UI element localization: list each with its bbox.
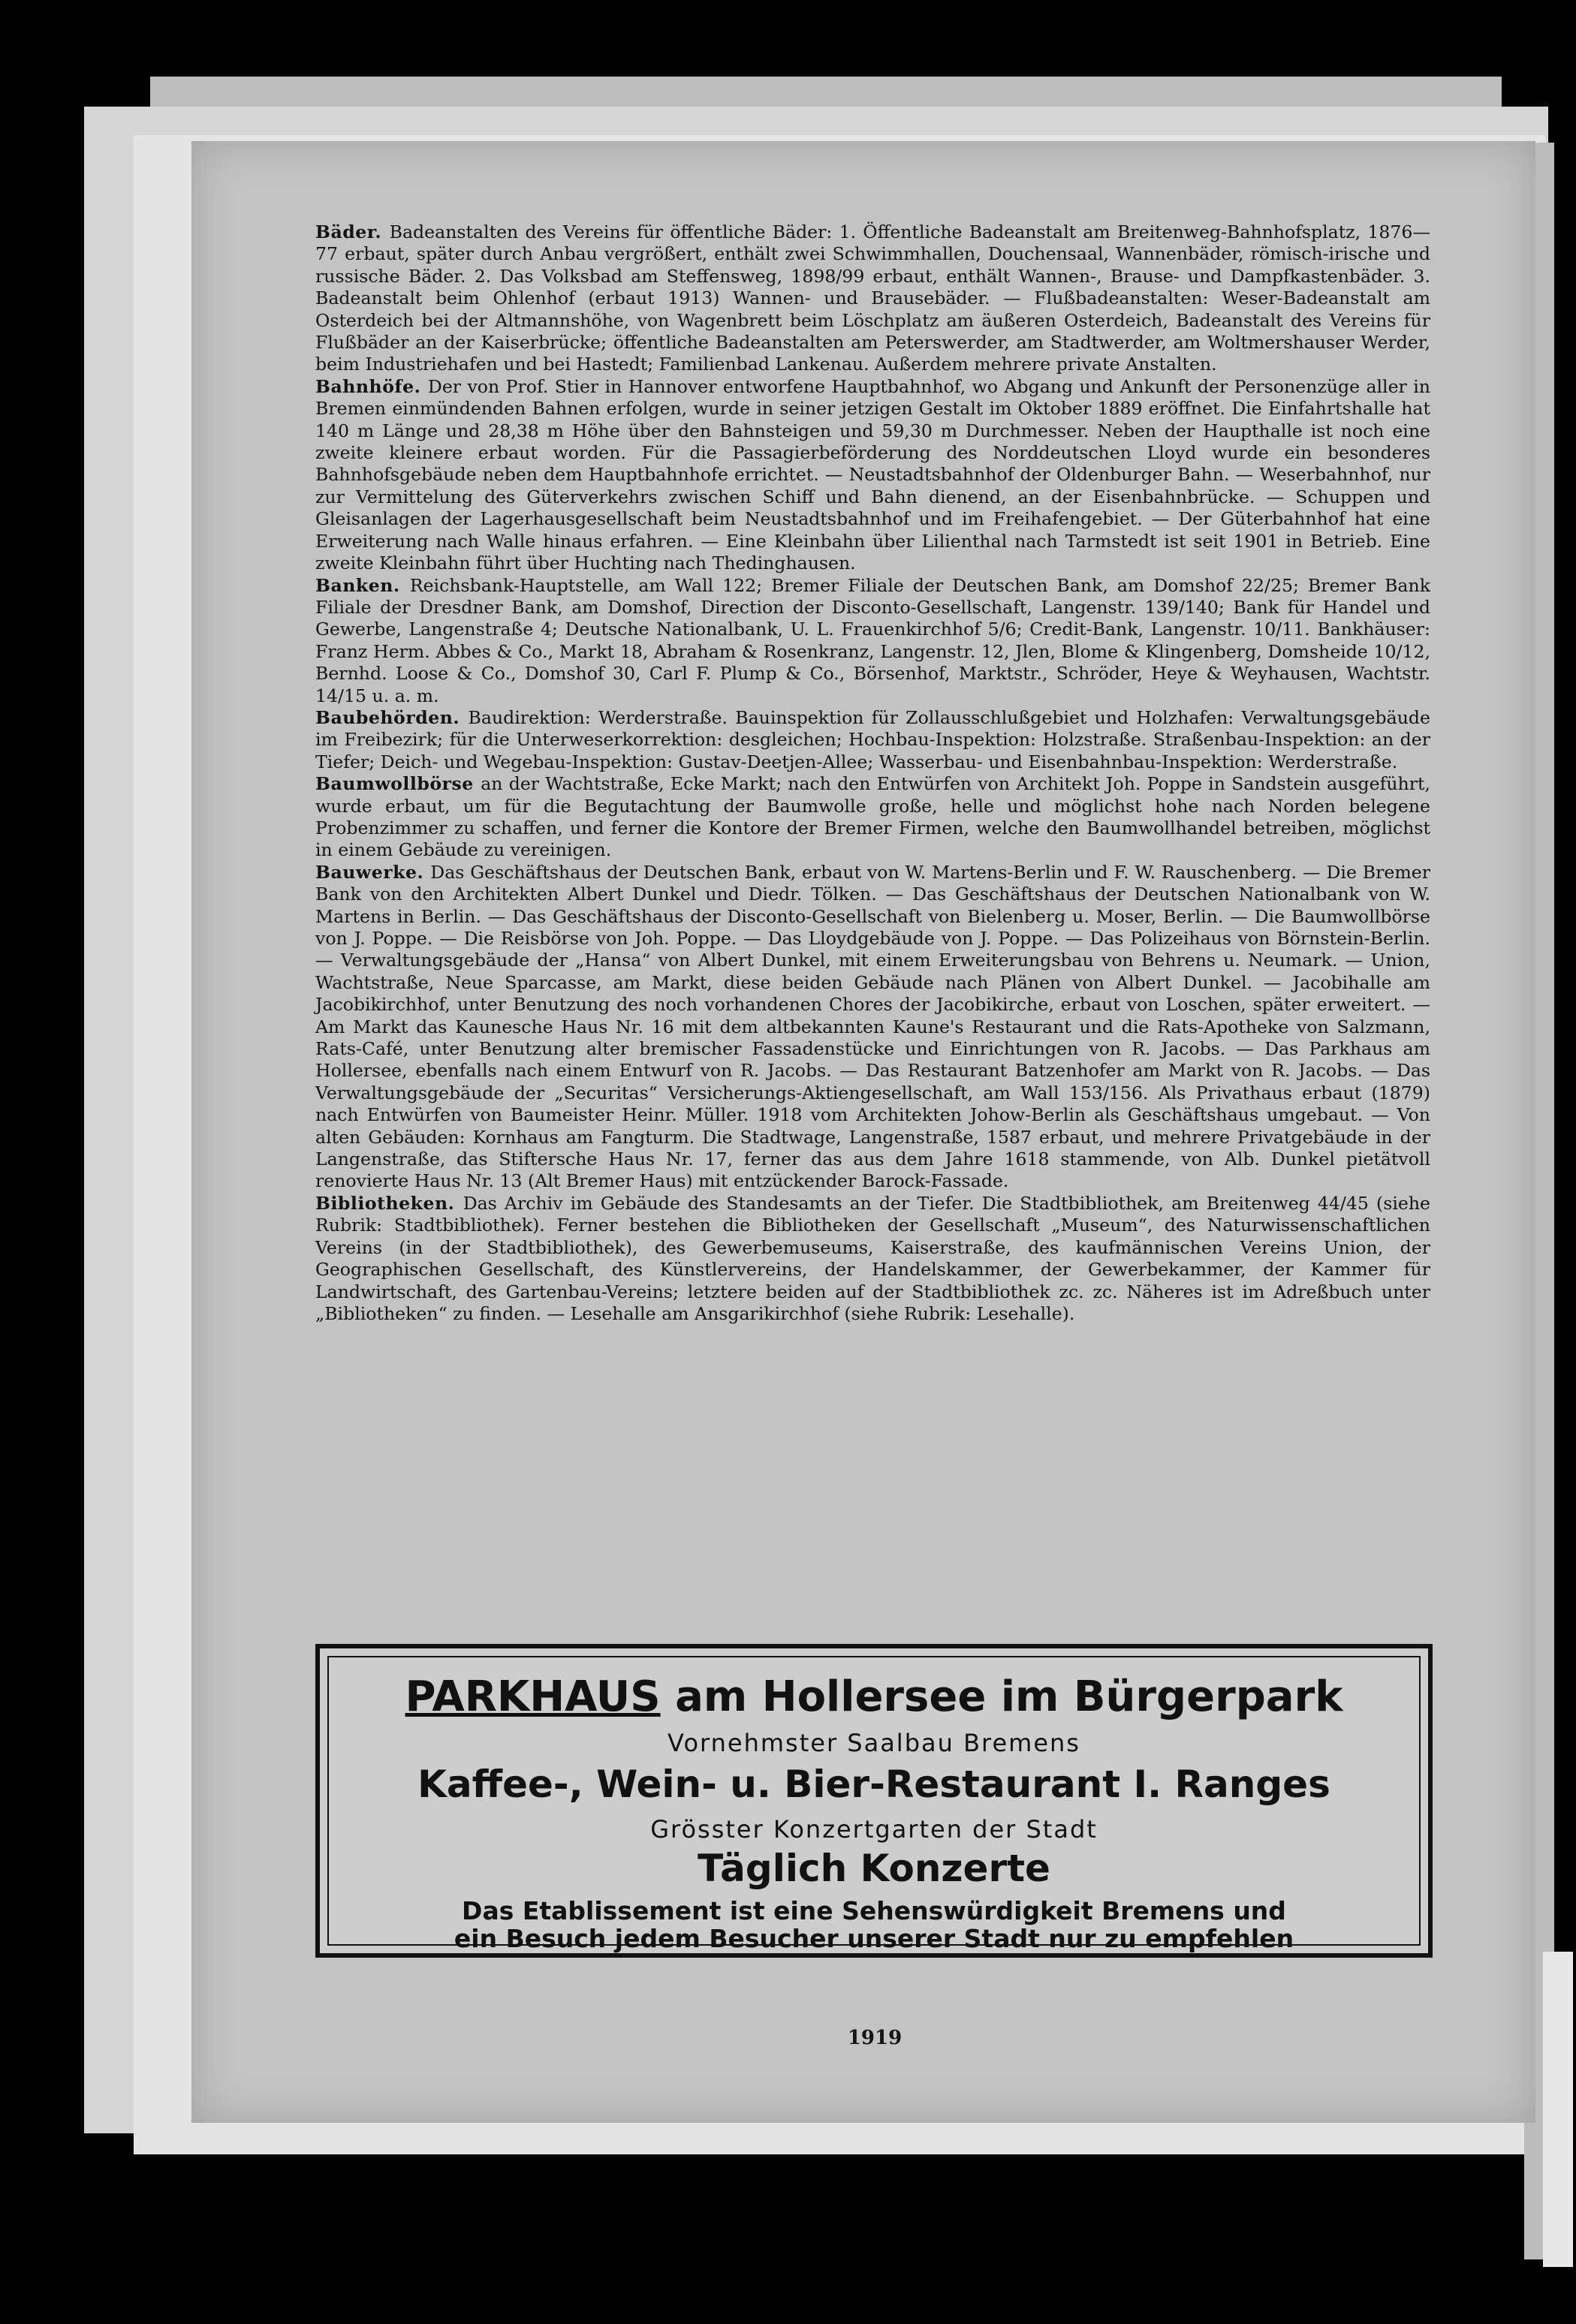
paper-edge <box>1543 1952 1573 2267</box>
advertisement-title-rest: am Hollersee im Bürgerpark <box>660 1672 1343 1721</box>
paragraph-body: an der Wachtstraße, Ecke Markt; nach den Entwürfen von Architekt Joh. Poppe in Sandstein ausgeführt, wurde erbaut, um für die Begutachtung der Baumwolle große, helle und möglichst hohe nach Norden belegene Probenzimmer zu schaffen, und ferner die Kontore der Bremer Firmen, welche den Baumwollhandel betreiben, möglichst in einem Gebäude zu vereinigen. <box>315 773 1430 861</box>
advertisement-slogan-line2: ein Besuch jedem Besucher unserer Stadt nur zu empfehlen <box>454 1924 1294 1953</box>
paragraph-body: Baudirektion: Werderstraße. Bauinspektion für Zollausschlußgebiet und Holzhafen: Verwaltungsgebäude im Freibezirk; für die Unterweserkorrektion: desgleichen; Hochbau-Inspektion: Holzstraße. Straßenbau-Inspektion: an der Tiefer; Deich- und Wegebau-Inspektion: Gustav-Deetjen-Allee; Wasserbau- und Eisenbahnbau-Inspektion: Werderstraße. <box>315 706 1430 772</box>
paragraph-banken <box>315 575 1430 707</box>
parkhaus-advertisement <box>315 1644 1433 1958</box>
page-number: 1919 <box>847 2027 903 2049</box>
advertisement-frame <box>327 1656 1421 1953</box>
article-text <box>315 221 1430 1325</box>
paragraph-heading: Baumwollbörse <box>315 773 481 795</box>
advertisement-title-underlined: PARKHAUS <box>405 1672 661 1721</box>
paragraph-bibliotheken <box>315 1193 1430 1325</box>
advertisement-concerts: Täglich Konzerte <box>698 1847 1050 1890</box>
paragraph-bauwerke <box>315 862 1430 1193</box>
paragraph-heading: Bahnhöfe. <box>315 375 428 397</box>
paragraph-baubehoerden <box>315 707 1430 773</box>
paragraph-body: Reichsbank-Hauptstelle, am Wall 122; Bremer Filiale der Deutschen Bank, am Domshof 22/25; Bremer Bank Filiale der Dresdner Bank, am Domshof, Direction der Disconto-Gesellschaft, Langenstr. 139/140; Bank für Handel und Gewerbe, Langenstraße 4; Deutsche Nationalbank, U. L. Frauenkirchhof 5/6; Credit-Bank, Langenstr. 10/11. Bankhäuser: Franz Herm. Abbes & Co., Markt 18, Abraham & Rosenkranz, Langenstr. 12, Jlen, Blome & Klingenberg, Domsheide 10/12, Bernhd. Loose & Co., Domshof 30, Carl F. Plump & Co., Börsenhof, Marktstr., Schröder, Heye & Weyhausen, Wachtstr. 14/15 u. a. m. <box>315 574 1430 706</box>
paragraph-heading: Baubehörden. <box>315 706 469 728</box>
paragraph-heading: Banken. <box>315 574 410 596</box>
paragraph-heading: Bibliotheken. <box>315 1192 463 1214</box>
paragraph-baeder <box>315 221 1430 376</box>
paragraph-heading: Bäder. <box>315 221 390 242</box>
advertisement-restaurant: Kaffee-, Wein- u. Bier-Restaurant I. Ranges <box>417 1763 1330 1806</box>
advertisement-title <box>329 1672 1419 1721</box>
paragraph-body: Das Archiv im Gebäude des Standesamts an der Tiefer. Die Stadtbibliothek, am Breitenweg 44/45 (siehe Rubrik: Stadtbibliothek). Ferner bestehen die Bibliotheken der Gesellschaft „Museum“, des Naturwissenschaftlichen Vereins (in der Stadtbibliothek), des Gewerbemuseums, Kaiserstraße, des kaufmännischen Vereins Union, der Geographischen Gesellschaft, des Künstlervereins, der Handelskammer, der Gewerbekammer, der Kammer für Landwirtschaft, des Gartenbau-Vereins; letztere beiden auf der Stadtbibliothek zc. zc. Näheres ist im Adreßbuch unter „Bibliotheken“ zu finden. — Lesehalle am Ansgarikirchhof (siehe Rubrik: Lesehalle). <box>315 1192 1430 1324</box>
advertisement-subtitle: Vornehmster Saalbau Bremens <box>667 1729 1080 1757</box>
paragraph-baumwollboerse <box>315 773 1430 862</box>
advertisement-garden: Grösster Konzertgarten der Stadt <box>650 1815 1098 1844</box>
paragraph-heading: Bauwerke. <box>315 861 431 883</box>
paragraph-body: Der von Prof. Stier in Hannover entworfene Hauptbahnhof, wo Abgang und Ankunft der Personenzüge aller in Bremen einmündenden Bahnen erfolgen, wurde in seiner jetzigen Gestalt im Oktober 1889 eröffnet. Die Einfahrtshalle hat 140 m Länge und 28,38 m Höhe über den Bahnsteigen und 59,30 m Durchmesser. Neben der Haupthalle ist noch eine zweite kleinere erbaut worden. Für die Passagierbeförderung des Norddeutschen Lloyd wurde ein besonderes Bahnhofsgebäude neben dem Hauptbahnhofe errichtet. — Neustadtsbahnhof der Oldenburger Bahn. — Weserbahnhof, nur zur Vermittelung des Güterverkehrs zwischen Schiff und Bahn dienend, an der Eisenbahnbrücke. — Schuppen und Gleisanlagen der Lagerhausgesellschaft beim Neustadtsbahnhof und im Freihafengebiet. — Der Güterbahnhof hat eine Erweiterung nach Walle hinaus erfahren. — Eine Kleinbahn über Lilienthal nach Tarmstedt ist seit 1901 in Betrieb. Eine zweite Kleinbahn führt über Huchting nach Thedinghausen. <box>315 375 1430 574</box>
advertisement-slogan-line1: Das Etablissement ist eine Sehenswürdigkeit Bremens und <box>462 1896 1286 1925</box>
paragraph-body: Badeanstalten des Vereins für öffentliche Bäder: 1. Öffentliche Badeanstalt am Breitenweg-Bahnhofsplatz, 1876—77 erbaut, später durch Anbau vergrößert, enthält zwei Schwimmhallen, Douchensaal, Wannenbäder, römisch-irische und russische Bäder. 2. Das Volksbad am Steffensweg, 1898/99 erbaut, enthält Wannen-, Brause- und Dampfkastenbäder. 3. Badeanstalt beim Ohlenhof (erbaut 1913) Wannen- und Brausebäder. — Flußbadeanstalten: Weser-Badeanstalt am Osterdeich bei der Altmannshöhe, von Wagenbrett beim Löschplatz am äußeren Osterdeich, Badeanstalt des Vereins für Flußbäder an der Kaiserbrücke; öffentliche Badeanstalten am Peterswerder, am Stadtwerder, am Woltmershauser Werder, beim Industriehafen und bei Hastedt; Familienbad Lankenau. Außerdem mehrere private Anstalten. <box>315 221 1431 375</box>
paragraph-bahnhoefe <box>315 376 1430 575</box>
paragraph-body: Das Geschäftshaus der Deutschen Bank, erbaut von W. Martens-Berlin und F. W. Rauschenberg. — Die Bremer Bank von den Architekten Albert Dunkel und Diedr. Tölken. — Das Geschäftshaus der Deutschen Nationalbank von W. Martens in Berlin. — Das Geschäftshaus der Disconto-Gesellschaft von Bielenberg u. Moser, Berlin. — Die Baumwollbörse von J. Poppe. — Die Reisbörse von Joh. Poppe. — Das Lloydgebäude von J. Poppe. — Das Polizeihaus von Börnstein-Berlin. — Verwaltungsgebäude der „Hansa“ von Albert Dunkel, mit einem Erweiterungsbau von Behrens u. Neumark. — Union, Wachtstraße, Neue Sparcasse, am Markt, diese beiden Gebäude nach Plänen von Albert Dunkel. — Jacobihalle am Jacobikirchhof, unter Benutzung des noch vorhandenen Chores der Jacobikirche, erbaut von Loschen, später erweitert. — Am Markt das Kaunesche Haus Nr. 16 mit dem altbekannten Kaune's Restaurant und die Rats-Apotheke von Salzmann, Rats-Café, unter Benutzung alter bremischer Fassadenstücke und Einrichtungen von R. Jacobs. — Das Parkhaus am Hollersee, ebenfalls nach einem Entwurf von R. Jacobs. — Das Restaurant Batzenhofer am Markt von R. Jacobs. — Das Verwaltungsgebäude der „Securitas“ Versicherungs-Aktiengesellschaft, am Wall 153/156. Als Privathaus erbaut (1879) nach Entwürfen von Baumeister Heinr. Müller. 1918 vom Architekten Johow-Berlin als Geschäftshaus umgebaut. — Von alten Gebäuden: Kornhaus am Fangturm. Die Stadtwage, Langenstraße, 1587 erbaut, und mehrere Privatgebäude in der Langenstraße, das Stiftersche Haus Nr. 17, ferner das aus dem Jahre 1618 stammende, von Alb. Dunkel pietätvoll renovierte Haus Nr. 13 (Alt Bremer Haus) mit entzückender Barock-Fassade. <box>315 861 1430 1192</box>
